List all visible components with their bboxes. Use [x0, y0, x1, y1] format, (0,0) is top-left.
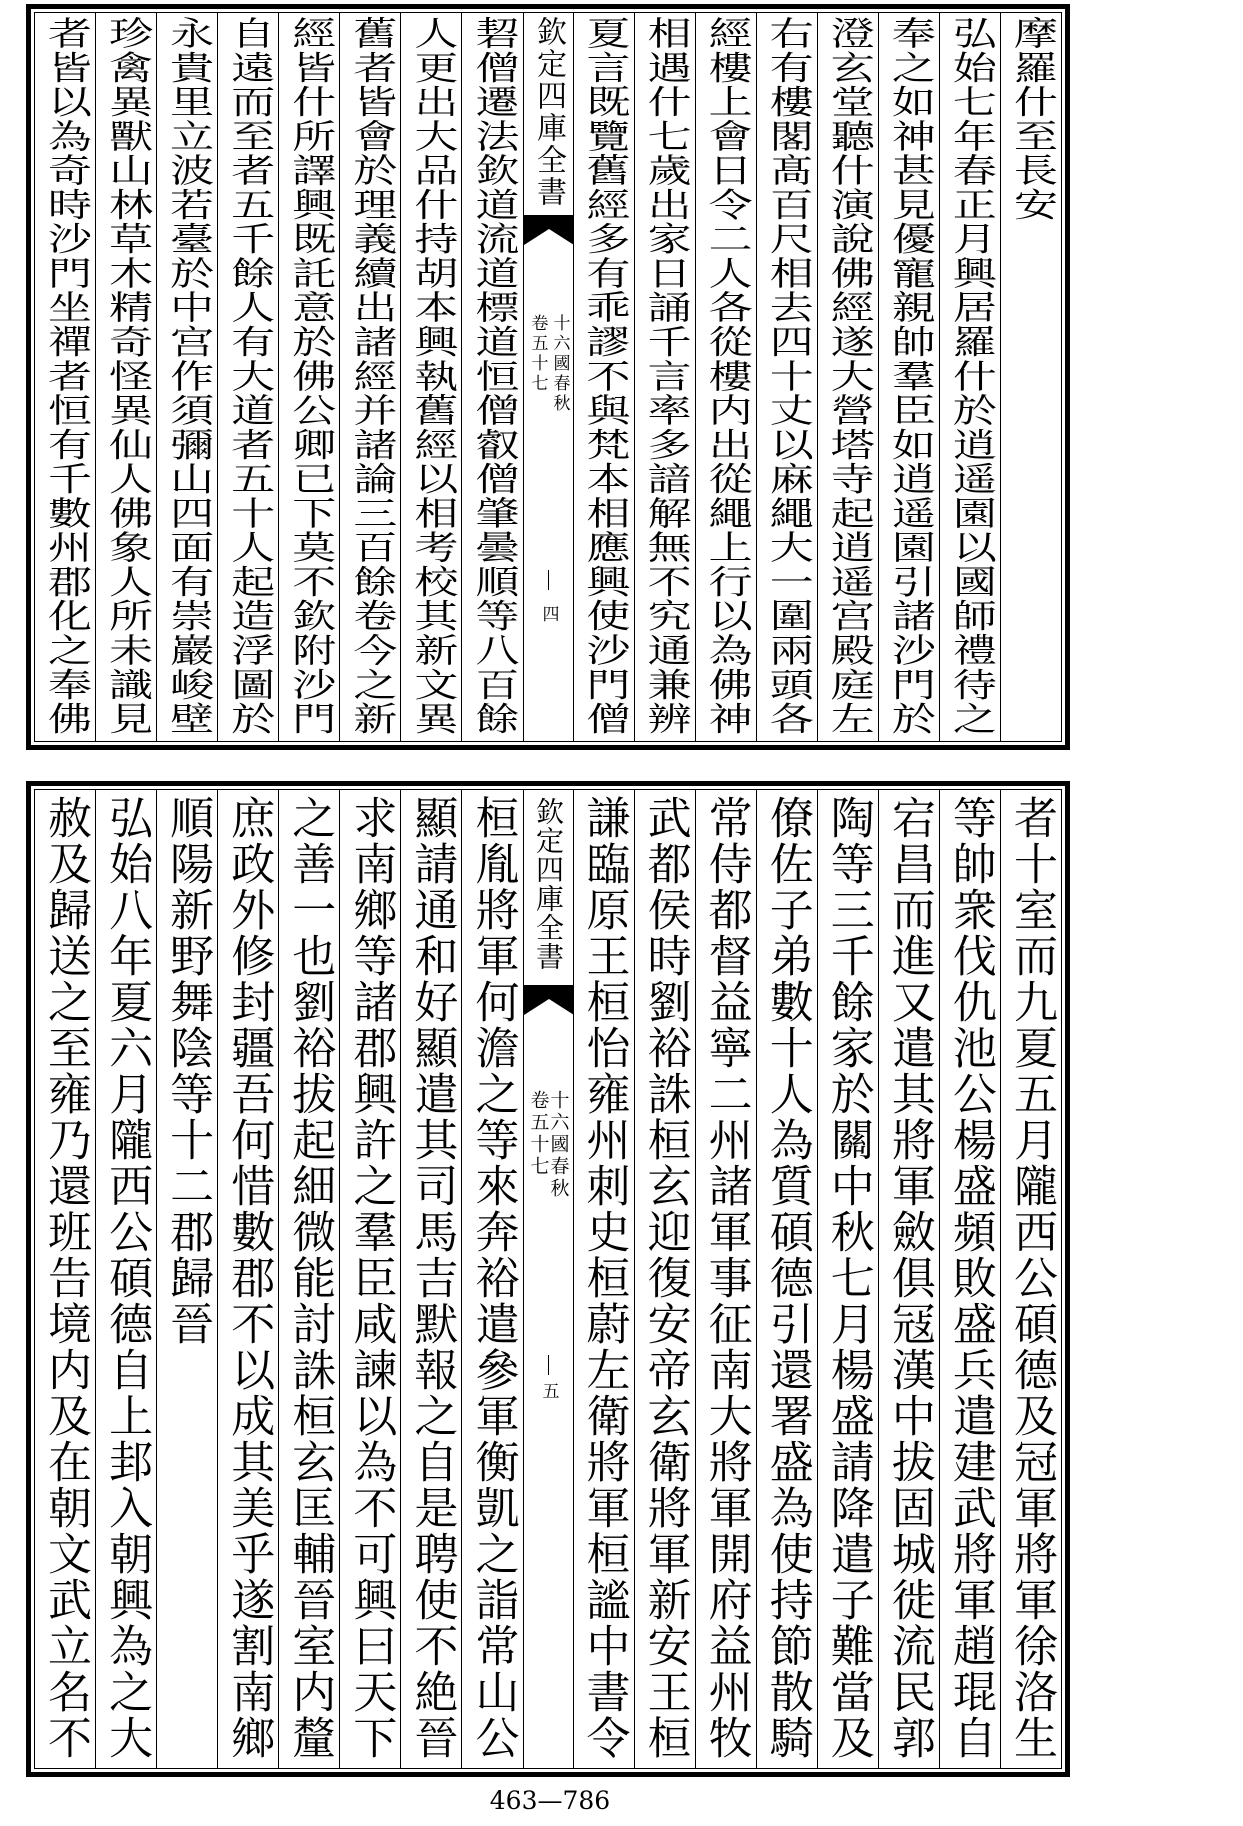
- fishtail-ornament-icon: [524, 215, 574, 247]
- page-number: 五: [538, 1382, 559, 1399]
- column-text: 武都侯時劉裕誅桓玄迎復安帝玄衛將軍新安王桓: [639, 795, 691, 1761]
- text-column: [756, 13, 817, 741]
- book-title: 十六國春秋: [549, 314, 570, 414]
- column-text: 摩羅什至長安: [1005, 16, 1057, 222]
- text-column: [1000, 13, 1061, 741]
- text-column: [400, 790, 461, 1768]
- text-column: [217, 790, 278, 1768]
- column-text: 者皆以為奇時沙門坐禪者恒有千數州郡化之奉佛: [40, 16, 92, 736]
- volume-number: 卷五十七: [527, 1090, 550, 1178]
- text-column: [817, 13, 878, 741]
- column-text: 者十室而九夏五月隴西公碩德及冠軍將軍徐洛生: [1005, 795, 1057, 1761]
- text-column: [878, 13, 939, 741]
- column-text: 宕昌而進又遣其將軍斂俱冦漢中拔固城徙流民郭: [883, 795, 935, 1761]
- text-column: [939, 790, 1000, 1768]
- column-text: 永貴里立波若臺於中宫作須彌山四面有崇巖峻壁: [162, 16, 214, 736]
- text-column: [156, 790, 217, 1768]
- book-title: 十六國春秋: [547, 1090, 570, 1200]
- column-text: 赦及歸送之至雍乃還班告境内及在朝文武立名不: [40, 795, 92, 1761]
- text-column: [695, 790, 756, 1768]
- column-text: 人更出大品什持胡本興執舊經以相考校其新文異: [406, 16, 458, 736]
- column-text: 奉之如神甚見優寵親帥羣臣如逍遥園引諸沙門於: [883, 16, 935, 736]
- text-column: [278, 790, 339, 1768]
- column-text: 自遠而至者五千餘人有大道者五十人起造浮圖於: [223, 16, 275, 736]
- center-rule: [548, 1355, 550, 1375]
- text-column: [217, 13, 278, 741]
- text-column: [878, 790, 939, 1768]
- volume-number: 卷五十七: [527, 314, 548, 394]
- text-column: [573, 790, 634, 1768]
- column-text: 桓胤將軍何澹之等來奔裕遣參軍衡凱之詣常山公: [467, 795, 519, 1761]
- column-text: 順陽新野舞陰等十二郡歸晉: [162, 795, 214, 1347]
- column-text: 顯請通和好顯遣其司馬吉默報之自是聘使不絶晉: [406, 795, 458, 1761]
- collection-title: 欽定四庫全書: [532, 797, 565, 971]
- center-column: [523, 13, 573, 741]
- column-text: 等帥衆伐仇池公楊盛頻敗盛兵遣建武將軍趙琨自: [944, 795, 996, 1761]
- text-column: [95, 13, 156, 741]
- column-text: 之善一也劉裕拔起細微能討誅桓玄匡輔晉室内釐: [284, 795, 336, 1761]
- text-column: [339, 13, 400, 741]
- text-column: [35, 13, 95, 741]
- column-text: 弘始八年夏六月隴西公碩德自上邽入朝興為之大: [101, 795, 153, 1761]
- column-text: 弘始七年春正月興居羅什於逍遥園以國師禮待之: [944, 16, 996, 736]
- center-column: [523, 790, 573, 1768]
- column-text: 求南鄉等諸郡興許之羣臣咸諫以為不可興曰天下: [345, 795, 397, 1761]
- collection-title: 欽定四庫全書: [531, 16, 566, 208]
- text-column: [95, 790, 156, 1768]
- column-text: 右有樓閣髙百尺相去四十丈以麻繩大一圍兩頭各: [761, 16, 813, 736]
- text-column: [339, 790, 400, 1768]
- column-text: 經樓上會日令二人各從樓内出從繩上行以為佛神: [700, 16, 752, 736]
- column-text: 常侍都督益寧二州諸軍事征南大將軍開府益州牧: [700, 795, 752, 1761]
- text-column: [35, 790, 95, 1768]
- text-column: [817, 790, 878, 1768]
- text-column: [695, 13, 756, 741]
- page-frame-bottom: [26, 781, 1070, 1777]
- column-text: 澄玄堂聽什演說佛經遂大營塔寺起逍遥宫殿庭左: [822, 16, 874, 736]
- page-number: 四: [538, 605, 559, 622]
- fishtail-ornament-icon: [524, 985, 574, 1017]
- text-column: [461, 13, 522, 741]
- text-column: [156, 13, 217, 741]
- page-frame-top: [26, 4, 1070, 750]
- column-text: 庶政外修封疆吾何惜數郡不以成其美乎遂割南鄉: [223, 795, 275, 1761]
- page-footer-number: 463—786: [489, 1786, 611, 1815]
- column-text: 相遇什七歲出家日誦千言率多諳解無不究通兼辨: [639, 16, 691, 736]
- text-column: [461, 790, 522, 1768]
- text-column: [634, 790, 695, 1768]
- column-text: 僚佐子弟數十人為質碩德引還署盛為使持節散騎: [761, 795, 813, 1761]
- column-text: 陶等三千餘家於關中秋七月楊盛請降遣子難當及: [822, 795, 874, 1761]
- column-text: 䂮僧遷法欽道流道標道恒僧叡僧肇曇順等八百餘: [467, 16, 519, 736]
- text-column: [400, 13, 461, 741]
- text-column: [573, 13, 634, 741]
- column-text: 珍禽異獸山林草木精奇怪異仙人佛象人所未識見: [101, 16, 153, 736]
- column-text: 謙臨原王桓怡雍州刺史桓蔚左衛將軍桓謐中書令: [578, 795, 630, 1761]
- center-rule: [548, 570, 550, 590]
- page-text-area: [34, 789, 1062, 1769]
- column-text: 經皆什所譯興既託意於佛公卿已下莫不欽附沙門: [284, 16, 336, 736]
- column-text: 舊者皆會於理義續出諸經并諸論三百餘卷今之新: [345, 16, 397, 736]
- text-column: [756, 790, 817, 1768]
- page-text-area: [34, 12, 1062, 742]
- text-column: [634, 13, 695, 741]
- text-column: [278, 13, 339, 741]
- text-column: [939, 13, 1000, 741]
- column-text: 夏言既覽舊經多有乖謬不與梵本相應興使沙門僧: [578, 16, 630, 736]
- text-column: [1000, 790, 1061, 1768]
